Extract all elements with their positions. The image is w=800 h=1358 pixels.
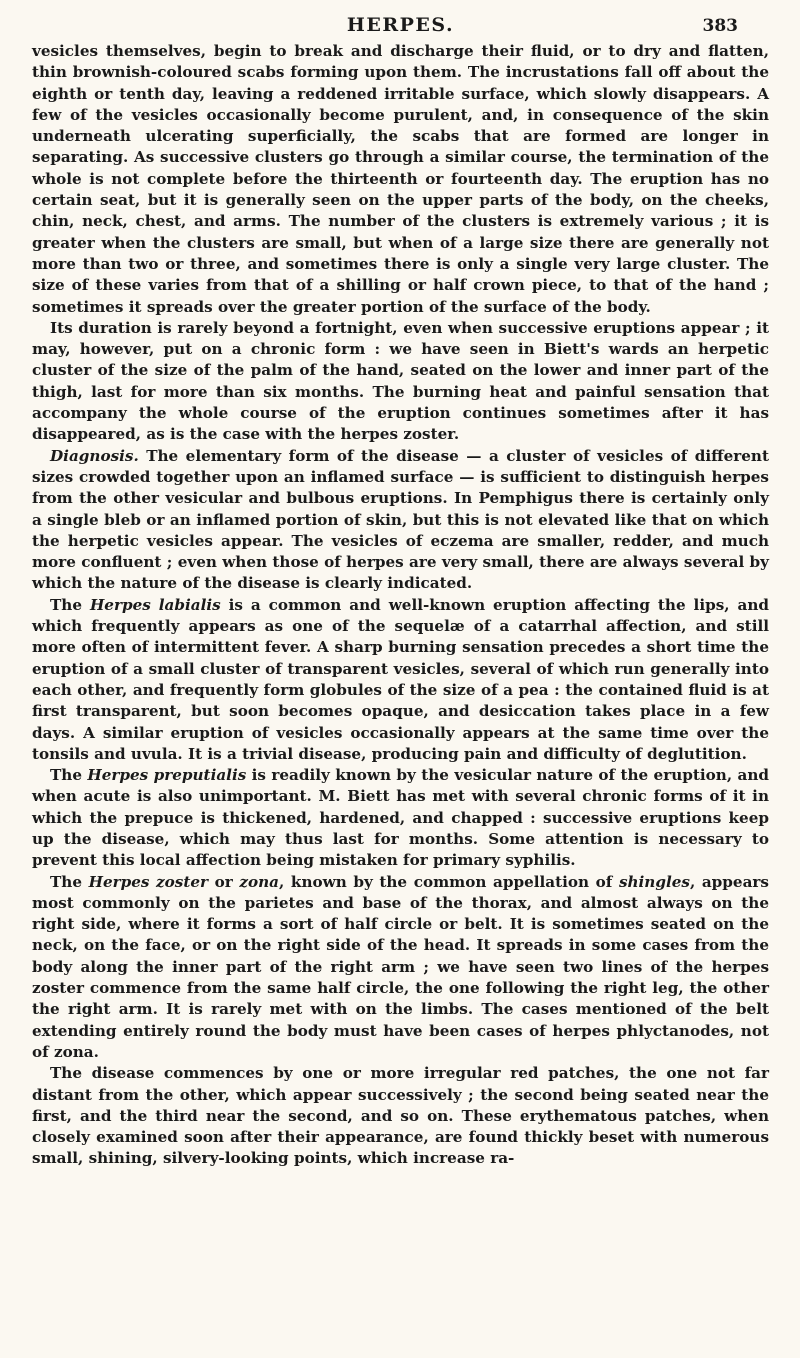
text-run: The disease commences by one or more irregular red patches, the one not far distant from the other, which appear successively ; the second being seated near the first, and the third near the second, and so on. These erythematous patches, when closely examined soon after their appearance, are found thickly beset with numerous small, shining, silvery-looking points, which increase ra- — [32, 1064, 769, 1168]
paragraph — [32, 446, 769, 595]
text-run: The — [50, 595, 90, 614]
paragraph — [32, 41, 769, 318]
page-header — [32, 0, 769, 40]
paragraph — [32, 765, 769, 871]
italic-text: zona — [239, 872, 280, 891]
text-run: The — [50, 766, 88, 785]
italic-text: Herpes labialis — [89, 595, 221, 614]
text-run: is a common and well-known eruption affecting the lips, and which frequently appears as one of the sequelæ of a catarrhal affection, and still more often of intermittent fever. A sharp burning sensation precedes a short time the eruption of a small cluster of transparent vesicles, several of which run generally into each other, and frequently form globules of the size of a pea : the contained fluid is at first transparent, but soon becomes opaque, and desiccation takes place in a few days. A similar eruption of vesicles occasionally appears at the same time over the tonsils and uvula. It is a trivial disease, producing pain and difficulty of deglutition. — [32, 595, 769, 763]
running-head: HERPES. — [346, 14, 455, 36]
text-run: , known by the common appellation of — [279, 872, 619, 891]
italic-text: shingles — [618, 872, 690, 891]
body-text — [32, 41, 769, 1170]
text-run: The — [50, 872, 89, 891]
text-run: The elementary form of the disease — a cluster of vesicles of different sizes crowded together upon an inflamed surface — is sufficient to distinguish herpes from the other vesicular and bulbous eruptions. In Pemphigus there is certainly only a single bleb or an inflamed portion of skin, but this is not elevated like that on which the herpetic vesicles appear. The vesicles of eczema are smaller, redder, and much more confluent ; even when those of herpes are very small, there are always several by which the nature of the disease is clearly indicated. — [32, 446, 769, 593]
paragraph — [32, 872, 769, 1064]
paragraph — [32, 595, 769, 765]
text-run: Its duration is rarely beyond a fortnight, even when successive eruptions appear ; it may, however, put on a chronic form : we have seen in Biett's wards an herpetic cluster of the size of the palm of the hand, seated on the lower and inner part of the thigh, last for more than six months. The burning heat and painful sensation that accompany the whole course of the eruption continues sometimes after it has disappeared, as is the case with the herpes zoster. — [32, 318, 769, 444]
text-run: or — [208, 872, 240, 891]
italic-text: Diagnosis. — [50, 446, 139, 465]
paragraph — [32, 1063, 769, 1169]
text-run: is readily known by the vesicular nature of the eruption, and when acute is also unimportant. M. Biett has met with several chronic forms of it in which the prepuce is thickened, hardened, and chapped : successive eruptions keep up the disease, which may thus last for months. Some attention is necessary to prevent this local affection being mistaken for primary syphilis. — [32, 766, 770, 870]
paragraph — [32, 318, 769, 446]
italic-text: Herpes preputialis — [87, 766, 247, 785]
text-run: , appears most commonly on the parietes and base of the thorax, and almost always on the right side, where it forms a sort of half circle or belt. It is sometimes seated on the neck, on the face, or on the right side of the head. It spreads in some cases from the body along the inner part of the right arm ; we have seen two lines of the herpes zoster commence from the same half circle, the one following the right leg, the other the right arm. It is rarely met with on the limbs. The cases mentioned of the belt extending entirely round the body must have been cases of herpes phlyctanodes, not of zona. — [32, 872, 769, 1061]
italic-text: Herpes zoster — [88, 872, 209, 891]
page-number: 383 — [702, 16, 738, 36]
text-run: vesicles themselves, begin to break and discharge their fluid, or to dry and flatten, thin brownish-coloured scabs forming upon them. The incrustations fall off about the eighth or tenth day, leaving a reddened irritable surface, which slowly disappears. A few of the vesicles occasionally become purulent, and, in consequence of the skin underneath ulcerating superficially, the scabs that are formed are longer in separating. As successive clusters go through a similar course, the termination of the whole is not complete before the thirteenth or fourteenth day. The eruption has no certain seat, but it is generally seen on the upper parts of the body, on the cheeks, chin, neck, chest, and arms. The number of the clusters is extremely various ; it is greater when the clusters are small, but when of a large size there are generally not more than two or three, and sometimes there is only a single very large cluster. The size of these varies from that of a shilling or half crown piece, to that of the hand ; sometimes it spreads over the greater portion of the surface of the body. — [32, 42, 769, 316]
